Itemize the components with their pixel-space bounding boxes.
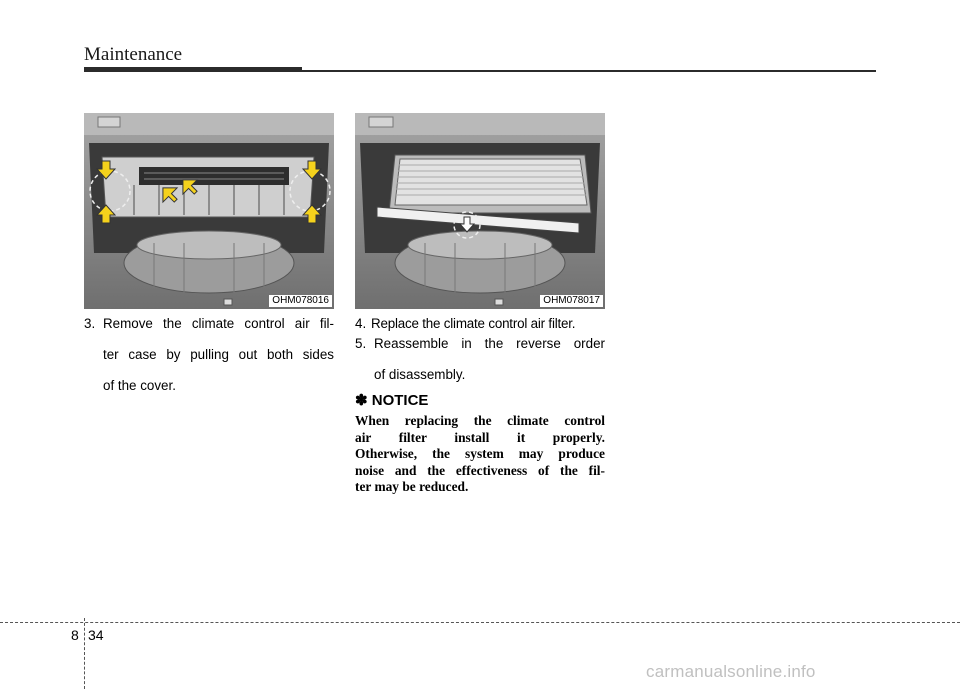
step-3 [84, 316, 334, 409]
header-rule-thick [84, 67, 302, 72]
step-line: Reassemble in the reverse order [374, 336, 605, 351]
step-5 [355, 336, 605, 398]
watermark: carmanualsonline.info [646, 662, 816, 681]
notice-line: noise and the effectiveness of the fil- [355, 462, 605, 478]
step-number: 5. [355, 336, 367, 351]
step-line: of disassembly. [374, 367, 466, 382]
notice-line: air filter install it properly. [355, 429, 605, 445]
step-number: 4. [355, 316, 367, 331]
notice-heading: ✽ NOTICE [355, 392, 429, 409]
chapter-number: 8 [71, 627, 79, 643]
figure-code: OHM078017 [540, 295, 603, 307]
footer-divider [84, 618, 85, 689]
figure-filter-replacement [355, 113, 605, 309]
step-line: of the cover. [103, 378, 176, 393]
notice-line: ter may be reduced. [355, 479, 469, 495]
page-number: 34 [88, 627, 104, 643]
figure-filter-case-removal [84, 113, 334, 309]
filter-case-illustration [84, 113, 334, 309]
step-line: Remove the climate control air fil- [103, 316, 334, 331]
header-rule-thin [302, 70, 876, 72]
notice-line: Otherwise, the system may produce [355, 446, 605, 462]
filter-replacement-illustration [355, 113, 605, 309]
notice-line: When replacing the climate control [355, 413, 605, 428]
step-number: 3. [84, 316, 96, 331]
step-4 [355, 316, 605, 332]
footer-rule [0, 622, 960, 623]
notice-body [355, 413, 605, 496]
step-line: Replace the climate control air filter. [371, 316, 576, 331]
step-line: ter case by pulling out both sides [103, 347, 334, 362]
figure-code: OHM078016 [269, 295, 332, 307]
section-title: Maintenance [84, 44, 183, 65]
